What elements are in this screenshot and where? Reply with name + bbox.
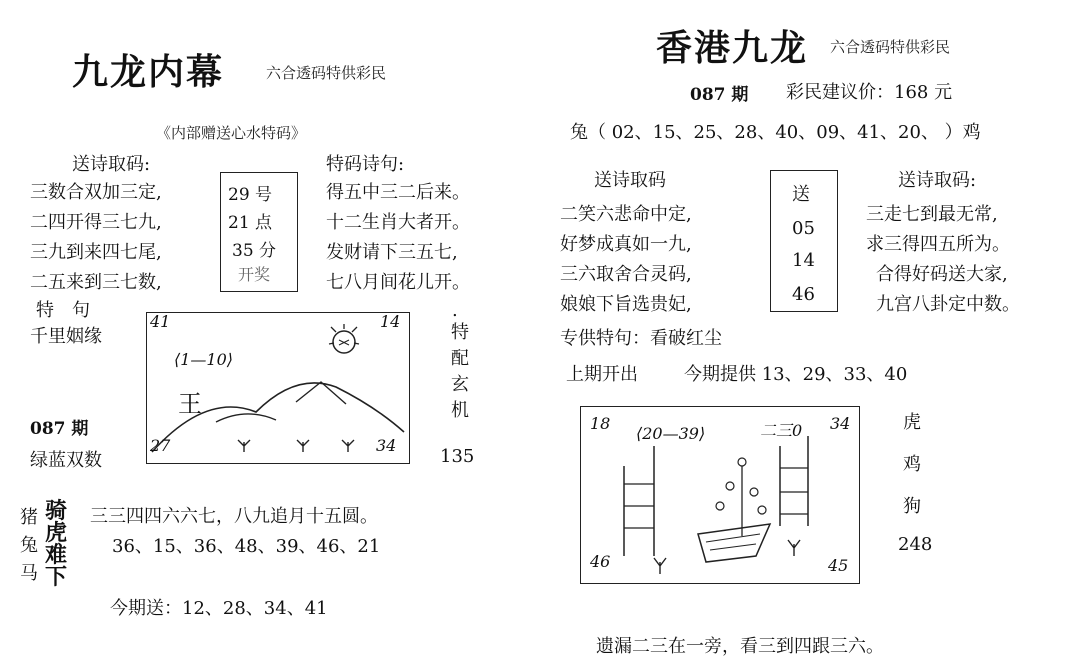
right-box-line: 送 bbox=[792, 184, 810, 205]
left-picture-bottom-right: 34 bbox=[376, 436, 397, 455]
right-subtitle: 六合透码特供彩民 bbox=[830, 38, 951, 56]
left-zodiac-big-char: 骑 bbox=[44, 498, 67, 524]
right-box-line: 46 bbox=[792, 284, 815, 305]
right-zodiac-line: 兔（ 02、15、25、28、40、09、41、20、 ）鸡 bbox=[570, 122, 981, 143]
left-vertical-char: 机 bbox=[451, 400, 469, 421]
left-color-text: 绿蓝双数 bbox=[30, 450, 102, 471]
left-tejv-label: 特 句 bbox=[36, 300, 90, 321]
right-side-animal: 虎 bbox=[903, 412, 921, 433]
left-zodiac-big-char: 下 bbox=[44, 564, 67, 590]
right-picture-drawing bbox=[580, 406, 862, 586]
left-zodiac-small-char: 兔 bbox=[20, 535, 38, 556]
left-tejv-text: 千里姻缘 bbox=[30, 326, 102, 347]
left-poem-line: 二五来到三七数, bbox=[30, 272, 162, 293]
left-box-line: 21 点 bbox=[228, 213, 273, 233]
left-picture-bottom-left: 27 bbox=[150, 436, 171, 455]
left-special-poem-line: 得五中三二后来。 bbox=[326, 182, 470, 203]
left-special-poem-line: 发财请下三五七, bbox=[326, 242, 458, 263]
right-title: 香港九龙 bbox=[656, 27, 809, 69]
left-zodiac-small-char: 猪 bbox=[20, 507, 38, 528]
right-picture-bottom-right: 45 bbox=[828, 556, 849, 575]
left-zodiac-small-char: 马 bbox=[20, 563, 38, 584]
left-picture-top-left: 41 bbox=[150, 312, 171, 331]
right-picture-mid: 二三0 bbox=[760, 421, 803, 440]
right-poem-line-left: 二笑六悲命中定, bbox=[560, 204, 692, 225]
right-period: 087 期 bbox=[690, 85, 749, 105]
left-numbers: 36、15、36、48、39、46、21 bbox=[112, 536, 381, 557]
right-poem-line-right: 三走七到最无常, bbox=[866, 204, 998, 225]
left-picture-glyph: 王 bbox=[178, 390, 202, 418]
left-poem-line: 三九到来四七尾, bbox=[30, 242, 162, 263]
left-subtitle: 六合透码特供彩民 bbox=[266, 64, 387, 82]
left-special-poem-heading: 特码诗句: bbox=[326, 154, 405, 175]
left-box-line: 35 分 bbox=[232, 241, 277, 261]
right-bottom-verse: 遗漏二三在一旁，看三到四跟三六。 bbox=[596, 636, 884, 657]
right-poem-heading-right: 送诗取码: bbox=[898, 170, 977, 191]
right-poem-line-left: 好梦成真如一九, bbox=[560, 234, 692, 255]
right-side-number: 248 bbox=[898, 534, 933, 555]
right-poem-line-left: 三六取舍合灵码, bbox=[560, 264, 692, 285]
right-box-line: 14 bbox=[792, 250, 815, 271]
left-verse: 三三四四六六七，八九追月十五圆。 bbox=[90, 506, 378, 527]
left-vertical-char: 配 bbox=[451, 348, 469, 369]
right-side-animals bbox=[900, 402, 924, 528]
right-box-line: 05 bbox=[792, 218, 815, 239]
right-special: 专供特句：看破红尘 bbox=[560, 328, 722, 349]
right-picture-top-right: 34 bbox=[830, 414, 851, 433]
left-picture-range: ⟨1—10⟩ bbox=[174, 350, 234, 369]
right-picture-top-left: 18 bbox=[590, 414, 611, 433]
left-today-send: 今期送：12、28、34、41 bbox=[110, 598, 328, 619]
right-picture-range: ⟨20—39⟩ bbox=[636, 424, 706, 443]
left-box-line: 29 号 bbox=[228, 185, 273, 205]
right-last-label: 上期开出 bbox=[566, 364, 638, 385]
left-side-number: 135 bbox=[440, 446, 475, 467]
left-period: 087 期 bbox=[30, 419, 89, 439]
right-poem-line-right: 九宫八卦定中数。 bbox=[876, 294, 1020, 315]
left-special-poem-line: 十二生肖大者开。 bbox=[326, 212, 470, 233]
left-vertical-char: 玄 bbox=[451, 374, 469, 395]
left-poem-heading: 送诗取码: bbox=[72, 154, 151, 175]
right-poem-line-left: 娘娘下旨选贵妃, bbox=[560, 294, 692, 315]
left-zodiac-big-char: 难 bbox=[44, 542, 67, 568]
left-zodiac-big bbox=[42, 500, 70, 588]
right-side-animal: 鸡 bbox=[903, 454, 921, 475]
right-this-provide: 今期提供 13、29、33、40 bbox=[684, 364, 908, 385]
right-side-animal: 狗 bbox=[903, 496, 921, 517]
right-poem-line-right: 求三得四五所为。 bbox=[866, 234, 1010, 255]
right-price: 彩民建议价：168 元 bbox=[786, 82, 953, 103]
left-vertical-dot: . bbox=[452, 300, 458, 321]
right-poem-heading-left: 送诗取码 bbox=[594, 170, 666, 191]
left-vertical-text bbox=[450, 320, 470, 424]
left-vertical-char: 特 bbox=[451, 322, 469, 343]
left-zodiac-small bbox=[18, 504, 40, 588]
left-picture-top-right: 14 bbox=[380, 312, 401, 331]
right-poem-line-right: 合得好码送大家, bbox=[876, 264, 1008, 285]
left-poem-line: 三数合双加三定, bbox=[30, 182, 162, 203]
left-secret-line: 《内部赠送心水特码》 bbox=[156, 124, 307, 142]
left-zodiac-big-char: 虎 bbox=[44, 520, 67, 546]
right-picture-bottom-left: 46 bbox=[590, 552, 611, 571]
left-special-poem-line: 七八月间花儿开。 bbox=[326, 272, 470, 293]
left-box-line: 开奖 bbox=[238, 265, 271, 284]
left-poem-line: 二四开得三七九, bbox=[30, 212, 162, 233]
left-title: 九龙内幕 bbox=[72, 51, 225, 93]
